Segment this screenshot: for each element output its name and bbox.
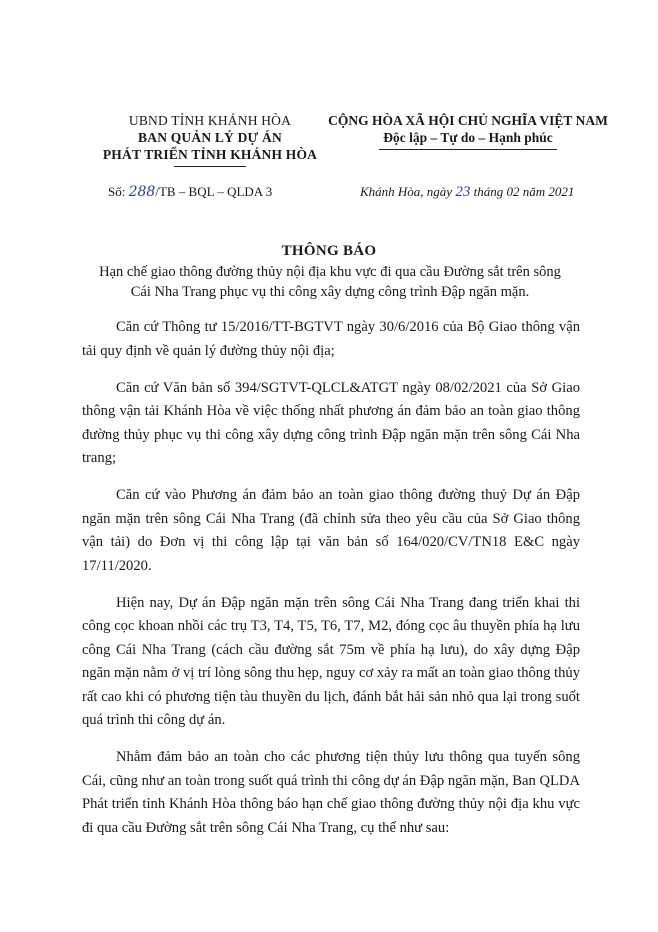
document-number xyxy=(108,184,272,200)
document-body xyxy=(82,316,580,854)
doc-number-suffix: /TB – BQL – QLDA 3 xyxy=(155,184,273,199)
doc-number-handwritten: 288 xyxy=(128,184,156,200)
document-subtitle: Hạn chế giao thông đường thủy nội địa khu vực đi qua cầu Đường sắt trên sông Cái Nha Trang phục vụ thi công xây dựng công trình Đập ngăn mặn. xyxy=(99,264,561,300)
agency-line-2: BAN QUẢN LÝ DỰ ÁN xyxy=(138,130,282,145)
issuing-agency-block xyxy=(92,112,328,167)
paragraph: Căn cứ vào Phương án đảm bảo an toàn giao thông đường thuỷ Dự án Đập ngăn mặn trên sông Cái Nha Trang (đã chỉnh sửa theo yêu cầu của Sở Giao thông vận tải) do Đơn vị thi công lập tại văn bản số 164/020/CV/TN18 E&C ngày 17/11/2020. xyxy=(82,487,580,574)
motto: Độc lập – Tự do – Hạnh phúc xyxy=(383,130,553,145)
agency-underline xyxy=(174,166,246,167)
doc-number-prefix: Số: xyxy=(108,184,129,199)
national-motto-block xyxy=(318,112,618,150)
date-line xyxy=(360,184,574,201)
date-suffix: tháng 02 năm 2021 xyxy=(470,184,575,199)
date-prefix: Khánh Hòa, ngày xyxy=(360,184,456,199)
agency-line-3: PHÁT TRIỂN TỈNH KHÁNH HÒA xyxy=(102,147,318,162)
agency-line-1: UBND TỈNH KHÁNH HÒA xyxy=(128,113,292,128)
document-title: THÔNG BÁO xyxy=(281,243,377,259)
date-day-handwritten: 23 xyxy=(455,184,471,200)
paragraph: Hiện nay, Dự án Đập ngăn mặn trên sông Cái Nha Trang đang triển khai thi công cọc khoan nhồi các trụ T3, T4, T5, T6, T7, M2, đóng cọc âu thuyền phía hạ lưu công Cái Nha Trang (cách cầu đường sắt 75m về phía hạ lưu), do xây dựng Đập ngăn mặn nằm ở vị trí lòng sông thu hẹp, nguy cơ xảy ra mất an toàn giao thông thủy rất cao khi có phương tiện tàu thuyền du lịch, đánh bắt hải sản nhỏ qua lại trong suốt quá trình thi công dự án. xyxy=(82,594,580,728)
paragraph: Căn cứ Văn bản số 394/SGTVT-QLCL&ATGT ngày 08/02/2021 của Sở Giao thông vận tải Khánh Hòa về việc thống nhất phương án đảm bảo an toàn giao thông đường thủy phục vụ thi công xây dựng công trình Đập ngăn mặn trên sông Cái Nha trang; xyxy=(82,379,580,466)
paragraph: Căn cứ Thông tư 15/2016/TT-BGTVT ngày 30/6/2016 của Bộ Giao thông vận tải quy định về quản lý đường thủy nội địa; xyxy=(82,319,580,359)
paragraph: Nhằm đảm bảo an toàn cho các phương tiện thủy lưu thông qua tuyến sông Cái, cũng như an toàn trong suốt quá trình thi công dự án Đập ngăn mặn, Ban QLDA Phát triển tỉnh Khánh Hòa thông báo hạn chế giao thông đường thủy nội địa khu vực đi qua cầu Đường sắt trên sông Cái Nha Trang, cụ thể như sau: xyxy=(82,749,580,836)
country-name: CỘNG HÒA XÃ HỘI CHỦ NGHĨA VIỆT NAM xyxy=(328,113,608,128)
motto-underline xyxy=(379,149,557,150)
